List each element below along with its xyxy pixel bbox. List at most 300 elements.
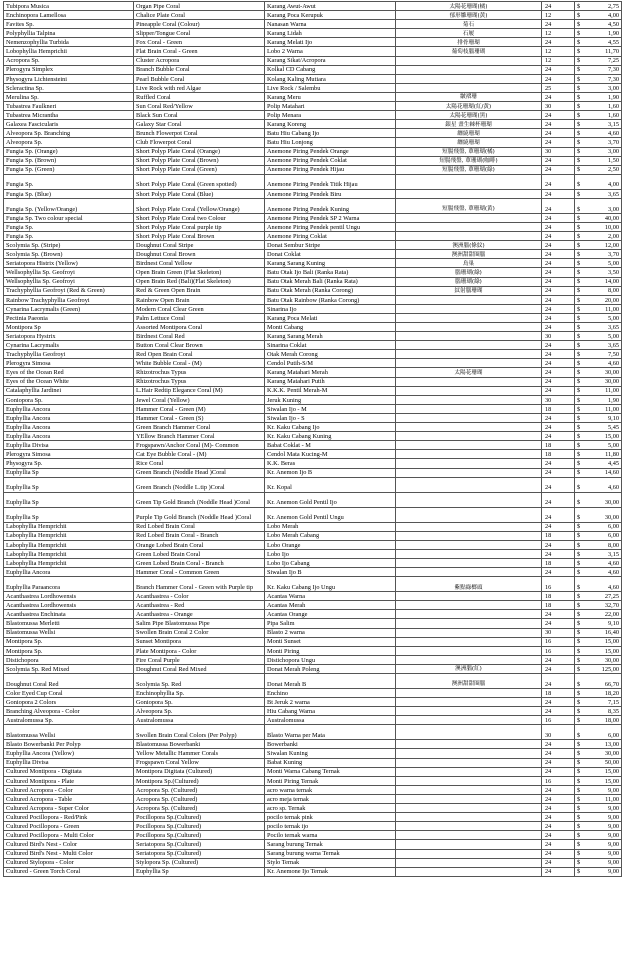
table-row — [4, 129, 622, 138]
currency-symbol: $ — [577, 48, 581, 56]
english-name-cell: Seriatopora Sp.(Cultured) — [134, 849, 265, 858]
chinese-name-cell — [396, 413, 542, 422]
price-cell — [575, 120, 622, 129]
indonesian-name-cell: Karang Poca Kerupuk — [265, 11, 396, 20]
price-value: 16,40 — [604, 629, 619, 637]
chinese-name-cell — [396, 56, 542, 65]
currency-symbol: $ — [577, 602, 581, 610]
currency-symbol: $ — [577, 611, 581, 619]
english-name-cell: Hammer Coral - Green (M) — [134, 404, 265, 413]
indonesian-name-cell: Sarang burung warna Ternak — [265, 849, 396, 858]
currency-symbol: $ — [577, 269, 581, 277]
english-name-cell: Flat Brain Coral - Green — [134, 47, 265, 56]
table-row — [4, 156, 622, 165]
currency-symbol: $ — [577, 423, 581, 431]
english-name-cell: Galaxy Star Coral — [134, 120, 265, 129]
latin-name-cell: Physogyra Sp. — [4, 459, 134, 468]
chinese-name-cell — [396, 785, 542, 794]
price-cell — [575, 368, 622, 377]
currency-symbol: $ — [577, 451, 581, 459]
currency-symbol: $ — [577, 332, 581, 340]
table-row — [4, 277, 622, 286]
english-name-cell: Acanthastrea - Orange — [134, 610, 265, 619]
chinese-name-cell: 腦珊瑚(綠) — [396, 277, 542, 286]
latin-name-cell: Galaxea Fascicularis — [4, 120, 134, 129]
currency-symbol: $ — [577, 832, 581, 840]
latin-name-cell: Australomussa Sp. — [4, 716, 134, 725]
table-row — [4, 268, 622, 277]
english-name-cell: Acanthastrea - Color — [134, 592, 265, 601]
english-name-cell: Euphyllia Sp — [134, 867, 265, 876]
price-cell — [575, 268, 622, 277]
currency-symbol: $ — [577, 732, 581, 740]
chinese-name-cell: 排骨珊瑚 — [396, 38, 542, 47]
chinese-name-cell — [396, 507, 542, 522]
chinese-name-cell — [396, 441, 542, 450]
english-name-cell: Montipora Sp.(Cultured) — [134, 776, 265, 785]
english-name-cell: Chalice Plate Coral — [134, 11, 265, 20]
indonesian-name-cell: Distichopora Ungu — [265, 655, 396, 664]
price-value: 8,35 — [607, 707, 619, 715]
currency-symbol: $ — [577, 205, 581, 213]
price-value: 2,00 — [607, 232, 619, 240]
price-cell — [575, 222, 622, 231]
indonesian-name-cell: Siwalan Ijo - S — [265, 413, 396, 422]
indonesian-name-cell: acro sp. Ternak — [265, 804, 396, 813]
chinese-name-cell — [396, 404, 542, 413]
latin-name-cell: Trachyphyllia Geofroyi (Red & Green) — [4, 286, 134, 295]
indonesian-name-cell: Anemone Piring Pendek Orange — [265, 147, 396, 156]
indonesian-name-cell: Donat Merah Poleng — [265, 664, 396, 673]
currency-symbol: $ — [577, 559, 581, 567]
price-cell — [575, 432, 622, 441]
quantity-cell: 24 — [542, 794, 575, 803]
currency-symbol: $ — [577, 148, 581, 156]
price-value: 4,60 — [607, 130, 619, 138]
quantity-cell: 24 — [542, 277, 575, 286]
table-row — [4, 749, 622, 758]
chinese-name-cell — [396, 813, 542, 822]
latin-name-cell: Wellsophyllia Sp. Geofroyi — [4, 277, 134, 286]
table-row — [4, 522, 622, 531]
table-row — [4, 189, 622, 198]
latin-name-cell: Blastomussa Wellsi — [4, 725, 134, 740]
latin-name-cell: Labophyllia Hemprichii — [4, 549, 134, 558]
price-value: 30,00 — [604, 750, 619, 758]
currency-symbol: $ — [577, 121, 581, 129]
table-row — [4, 628, 622, 637]
latin-name-cell: Alveopora Sp. — [4, 138, 134, 147]
indonesian-name-cell: Karang Matahari Merah — [265, 368, 396, 377]
quantity-cell: 12 — [542, 11, 575, 20]
table-row — [4, 725, 622, 740]
english-name-cell: Pocillopora Sp.(Cultured) — [134, 822, 265, 831]
indonesian-name-cell: Karang Awut-Awut — [265, 2, 396, 11]
chinese-name-cell — [396, 83, 542, 92]
table-row — [4, 368, 622, 377]
quantity-cell: 16 — [542, 646, 575, 655]
quantity-cell: 24 — [542, 268, 575, 277]
chinese-name-cell — [396, 313, 542, 322]
chinese-name-cell: 銀星 畫生棘杯珊瑚 — [396, 120, 542, 129]
price-value: 5,45 — [607, 423, 619, 431]
latin-name-cell: Merulina Sp. — [4, 92, 134, 101]
table-row — [4, 858, 622, 867]
quantity-cell: 18 — [542, 558, 575, 567]
quantity-cell: 24 — [542, 368, 575, 377]
currency-symbol: $ — [577, 166, 581, 174]
quantity-cell: 24 — [542, 232, 575, 241]
chinese-name-cell — [396, 332, 542, 341]
chinese-name-cell: 皺褶珊 — [396, 92, 542, 101]
latin-name-cell: Euphyllia Ancora (Yellow) — [4, 749, 134, 758]
price-value: 11,00 — [605, 795, 619, 803]
english-name-cell: Purple Tip Gold Branch (Noddle Head )Coral — [134, 507, 265, 522]
price-cell — [575, 740, 622, 749]
price-cell — [575, 83, 622, 92]
price-value: 1,90 — [607, 396, 619, 404]
indonesian-name-cell: Kr. Anemone Ijo Ternak — [265, 867, 396, 876]
price-value: 66,70 — [604, 680, 619, 688]
currency-symbol: $ — [577, 396, 581, 404]
quantity-cell: 24 — [542, 165, 575, 174]
price-value: 3,65 — [607, 323, 619, 331]
quantity-cell: 24 — [542, 222, 575, 231]
chinese-name-cell — [396, 522, 542, 531]
price-value: 125,00 — [601, 665, 619, 673]
chinese-name-cell: 短腸飛盤, 蕈珊瑚(咖啡) — [396, 156, 542, 165]
chinese-name-cell: 石履 — [396, 29, 542, 38]
chinese-name-cell — [396, 341, 542, 350]
currency-symbol: $ — [577, 111, 581, 119]
table-row — [4, 794, 622, 803]
table-row — [4, 689, 622, 698]
indonesian-name-cell: Jeruk Kuning — [265, 395, 396, 404]
latin-name-cell: Blastomussa Wellsi — [4, 628, 134, 637]
latin-name-cell: Euphyllia Sp — [4, 477, 134, 492]
english-name-cell: Frogspawn Coral Yellow — [134, 758, 265, 767]
currency-symbol: $ — [577, 305, 581, 313]
indonesian-name-cell: Bt Jeruk 2 warna — [265, 698, 396, 707]
price-value: 3,15 — [607, 550, 619, 558]
latin-name-cell: Acanthastrea Enchinata — [4, 610, 134, 619]
chinese-name-cell: 葡萄枝腦珊瑚 — [396, 47, 542, 56]
currency-symbol: $ — [577, 620, 581, 628]
table-row — [4, 2, 622, 11]
currency-symbol: $ — [577, 717, 581, 725]
english-name-cell: Modern Coral Clear Green — [134, 304, 265, 313]
currency-symbol: $ — [577, 378, 581, 386]
quantity-cell: 24 — [542, 507, 575, 522]
english-name-cell: Fox Coral - Green — [134, 38, 265, 47]
table-row — [4, 74, 622, 83]
price-value: 15,00 — [604, 432, 619, 440]
chinese-name-cell — [396, 222, 542, 231]
indonesian-name-cell: Babat Kuning — [265, 758, 396, 767]
latin-name-cell: Scolymia Sp. Red Mixed — [4, 664, 134, 673]
latin-name-cell: Catalaphyllia Jardinei — [4, 386, 134, 395]
price-cell — [575, 601, 622, 610]
price-value: 15,00 — [604, 638, 619, 646]
currency-symbol: $ — [577, 323, 581, 331]
table-row — [4, 359, 622, 368]
quantity-cell: 24 — [542, 241, 575, 250]
currency-symbol: $ — [577, 665, 581, 673]
table-row — [4, 11, 622, 20]
table-row — [4, 432, 622, 441]
quantity-cell: 24 — [542, 867, 575, 876]
latin-name-cell: Physogyra Lichtensteini — [4, 74, 134, 83]
chinese-name-cell: 澳洲腦(紅) — [396, 664, 542, 673]
currency-symbol: $ — [577, 39, 581, 47]
price-cell — [575, 610, 622, 619]
english-name-cell: Acropora Sp. (Cultured) — [134, 794, 265, 803]
quantity-cell: 24 — [542, 74, 575, 83]
price-cell — [575, 776, 622, 785]
english-name-cell: Button Coral Clear Brown — [134, 341, 265, 350]
coral-price-list-table — [3, 1, 622, 877]
table-row — [4, 558, 622, 567]
quantity-cell: 24 — [542, 377, 575, 386]
latin-name-cell: Cultured Pocillopora - Red/Pink — [4, 813, 134, 822]
currency-symbol: $ — [577, 442, 581, 450]
currency-symbol: $ — [577, 550, 581, 558]
indonesian-name-cell: Kr. Anemon Ijo B — [265, 468, 396, 477]
indonesian-name-cell: Enchino — [265, 689, 396, 698]
price-cell — [575, 2, 622, 11]
currency-symbol: $ — [577, 850, 581, 858]
chinese-name-cell — [396, 646, 542, 655]
quantity-cell: 24 — [542, 468, 575, 477]
quantity-cell: 24 — [542, 619, 575, 628]
latin-name-cell: Labophyllia Hemprichii — [4, 522, 134, 531]
table-row — [4, 831, 622, 840]
currency-symbol: $ — [577, 532, 581, 540]
chinese-name-cell — [396, 213, 542, 222]
price-cell — [575, 11, 622, 20]
price-value: 6,00 — [607, 732, 619, 740]
quantity-cell: 30 — [542, 102, 575, 111]
price-value: 9,00 — [607, 868, 619, 876]
price-value: 3,70 — [607, 139, 619, 147]
table-row — [4, 507, 622, 522]
indonesian-name-cell: Blasto Warna per Mata — [265, 725, 396, 740]
english-name-cell: Pineapple Coral (Colour) — [134, 20, 265, 29]
table-row — [4, 250, 622, 259]
english-name-cell: Short Polyp Plate Coral (Orange) — [134, 147, 265, 156]
quantity-cell: 18 — [542, 450, 575, 459]
latin-name-cell: Plerogyra Simosa — [4, 359, 134, 368]
price-cell — [575, 468, 622, 477]
table-row — [4, 395, 622, 404]
indonesian-name-cell: acro meja ternak — [265, 794, 396, 803]
price-cell — [575, 758, 622, 767]
table-row — [4, 92, 622, 101]
chinese-name-cell — [396, 232, 542, 241]
table-row — [4, 549, 622, 558]
english-name-cell: Cluster Acropora — [134, 56, 265, 65]
english-name-cell: Palm Lettuce Coral — [134, 313, 265, 322]
currency-symbol: $ — [577, 777, 581, 785]
price-cell — [575, 664, 622, 673]
chinese-name-cell: 澳洲甜甜圈腦 — [396, 674, 542, 689]
price-cell — [575, 867, 622, 876]
price-value: 11,00 — [605, 305, 619, 313]
english-name-cell: Short Polyp Plate Coral (Brown) — [134, 156, 265, 165]
currency-symbol: $ — [577, 768, 581, 776]
latin-name-cell: Euphyllia Sp — [4, 507, 134, 522]
latin-name-cell: Euphyllia Ancora — [4, 404, 134, 413]
price-cell — [575, 38, 622, 47]
quantity-cell: 24 — [542, 295, 575, 304]
price-value: 11,00 — [605, 387, 619, 395]
english-name-cell: Red Lobed Brain Coral - Branch — [134, 531, 265, 540]
quantity-cell: 24 — [542, 286, 575, 295]
table-row — [4, 740, 622, 749]
quantity-cell: 24 — [542, 313, 575, 322]
price-value: 6,00 — [607, 532, 619, 540]
chinese-name-cell — [396, 592, 542, 601]
quantity-cell: 24 — [542, 174, 575, 189]
price-value: 5,00 — [607, 314, 619, 322]
chinese-name-cell — [396, 689, 542, 698]
price-cell — [575, 156, 622, 165]
currency-symbol: $ — [577, 698, 581, 706]
english-name-cell: Short Polyp Plate Coral purple tip — [134, 222, 265, 231]
indonesian-name-cell: Kr. Kaku Cabang Ijo — [265, 423, 396, 432]
price-value: 7,30 — [607, 66, 619, 74]
latin-name-cell: Cultured - Green Torch Coral — [4, 867, 134, 876]
price-value: 15,00 — [604, 647, 619, 655]
latin-name-cell: Distichopora — [4, 655, 134, 664]
quantity-cell: 24 — [542, 549, 575, 558]
indonesian-name-cell: Anemone Piring Pendek SP 2 Warna — [265, 213, 396, 222]
latin-name-cell: Nemenzophyllia Turbida — [4, 38, 134, 47]
price-value: 1,60 — [607, 102, 619, 110]
indonesian-name-cell: Otak Merah Corong — [265, 350, 396, 359]
english-name-cell: Organ Pipe Coral — [134, 2, 265, 11]
indonesian-name-cell: Batu Hiu Cabang Ijo — [265, 129, 396, 138]
currency-symbol: $ — [577, 405, 581, 413]
quantity-cell: 24 — [542, 767, 575, 776]
english-name-cell: Fire Coral Purple — [134, 655, 265, 664]
table-row — [4, 29, 622, 38]
quantity-cell: 24 — [542, 350, 575, 359]
english-name-cell: Blastomussa Bowerbanki — [134, 740, 265, 749]
table-row — [4, 377, 622, 386]
price-cell — [575, 47, 622, 56]
latin-name-cell: Goniopora Sp. — [4, 395, 134, 404]
currency-symbol: $ — [577, 592, 581, 600]
chinese-name-cell: 短腸飛盤, 蕈珊瑚(黃) — [396, 198, 542, 213]
currency-symbol: $ — [577, 314, 581, 322]
chinese-name-cell — [396, 423, 542, 432]
quantity-cell: 24 — [542, 259, 575, 268]
price-value: 20,00 — [604, 296, 619, 304]
english-name-cell: Short Polyp Plate Coral (Green) — [134, 165, 265, 174]
indonesian-name-cell: Karang Matahari Putih — [265, 377, 396, 386]
latin-name-cell: Plerogyra Simosa — [4, 450, 134, 459]
indonesian-name-cell: Karang Lidah — [265, 29, 396, 38]
price-value: 9,10 — [607, 620, 619, 628]
indonesian-name-cell: Lobo Orange — [265, 540, 396, 549]
english-name-cell: Brunch Flowerpot Coral — [134, 129, 265, 138]
chinese-name-cell — [396, 628, 542, 637]
price-value: 32,70 — [604, 602, 619, 610]
quantity-cell: 18 — [542, 689, 575, 698]
indonesian-name-cell: Kr. Anemon Gold Pentil Ungu — [265, 507, 396, 522]
chinese-name-cell — [396, 450, 542, 459]
chinese-name-cell: 太陽花珊瑚(黑) — [396, 111, 542, 120]
currency-symbol: $ — [577, 786, 581, 794]
quantity-cell: 24 — [542, 213, 575, 222]
price-cell — [575, 716, 622, 725]
price-value: 4,60 — [607, 559, 619, 567]
price-cell — [575, 698, 622, 707]
price-value: 2,50 — [607, 166, 619, 174]
english-name-cell: Acropora Sp. (Cultured) — [134, 785, 265, 794]
latin-name-cell: Euphyllia Sp — [4, 468, 134, 477]
chinese-name-cell — [396, 822, 542, 831]
indonesian-name-cell: Karang Meru — [265, 92, 396, 101]
table-row — [4, 767, 622, 776]
indonesian-name-cell: Kr. Kaku Cabang Kuning — [265, 432, 396, 441]
table-row — [4, 323, 622, 332]
latin-name-cell: Labophyllia Hemprichii — [4, 540, 134, 549]
chinese-name-cell — [396, 637, 542, 646]
price-cell — [575, 477, 622, 492]
chinese-name-cell — [396, 432, 542, 441]
table-row — [4, 450, 622, 459]
indonesian-name-cell: Hiu Cabang Warna — [265, 707, 396, 716]
indonesian-name-cell: Batu Otak Merah Bali (Ranka Rata) — [265, 277, 396, 286]
quantity-cell: 18 — [542, 592, 575, 601]
table-row — [4, 213, 622, 222]
latin-name-cell: Euphyllia Ancora — [4, 568, 134, 577]
quantity-cell: 18 — [542, 531, 575, 540]
price-cell — [575, 507, 622, 522]
latin-name-cell: Blasto Bowerbanki Per Polyp — [4, 740, 134, 749]
quantity-cell: 30 — [542, 147, 575, 156]
price-cell — [575, 813, 622, 822]
english-name-cell: Doughnut Coral Stripe — [134, 241, 265, 250]
table-row — [4, 804, 622, 813]
table-row — [4, 822, 622, 831]
price-value: 27,25 — [604, 592, 619, 600]
indonesian-name-cell: Karang Sikat/Acropora — [265, 56, 396, 65]
quantity-cell: 24 — [542, 740, 575, 749]
english-name-cell: Green Branch Hammer Coral — [134, 423, 265, 432]
chinese-name-cell — [396, 725, 542, 740]
english-name-cell: Seriatopora Sp.(Cultured) — [134, 840, 265, 849]
quantity-cell: 24 — [542, 359, 575, 368]
table-row — [4, 65, 622, 74]
chinese-name-cell — [396, 65, 542, 74]
english-name-cell: Short Polyp Plate Coral (Blue) — [134, 189, 265, 198]
indonesian-name-cell: Nanasan Warna — [265, 20, 396, 29]
price-value: 12,00 — [604, 241, 619, 249]
english-name-cell: Scolymia Sp. Red — [134, 674, 265, 689]
currency-symbol: $ — [577, 750, 581, 758]
indonesian-name-cell: Lobo Merah Cabang — [265, 531, 396, 540]
price-value: 4,55 — [607, 39, 619, 47]
english-name-cell: Salim Pipe Blastomussa Pipe — [134, 619, 265, 628]
price-cell — [575, 65, 622, 74]
quantity-cell: 16 — [542, 716, 575, 725]
latin-name-cell: Euphyllia Divisa — [4, 758, 134, 767]
quantity-cell: 24 — [542, 831, 575, 840]
chinese-name-cell — [396, 794, 542, 803]
